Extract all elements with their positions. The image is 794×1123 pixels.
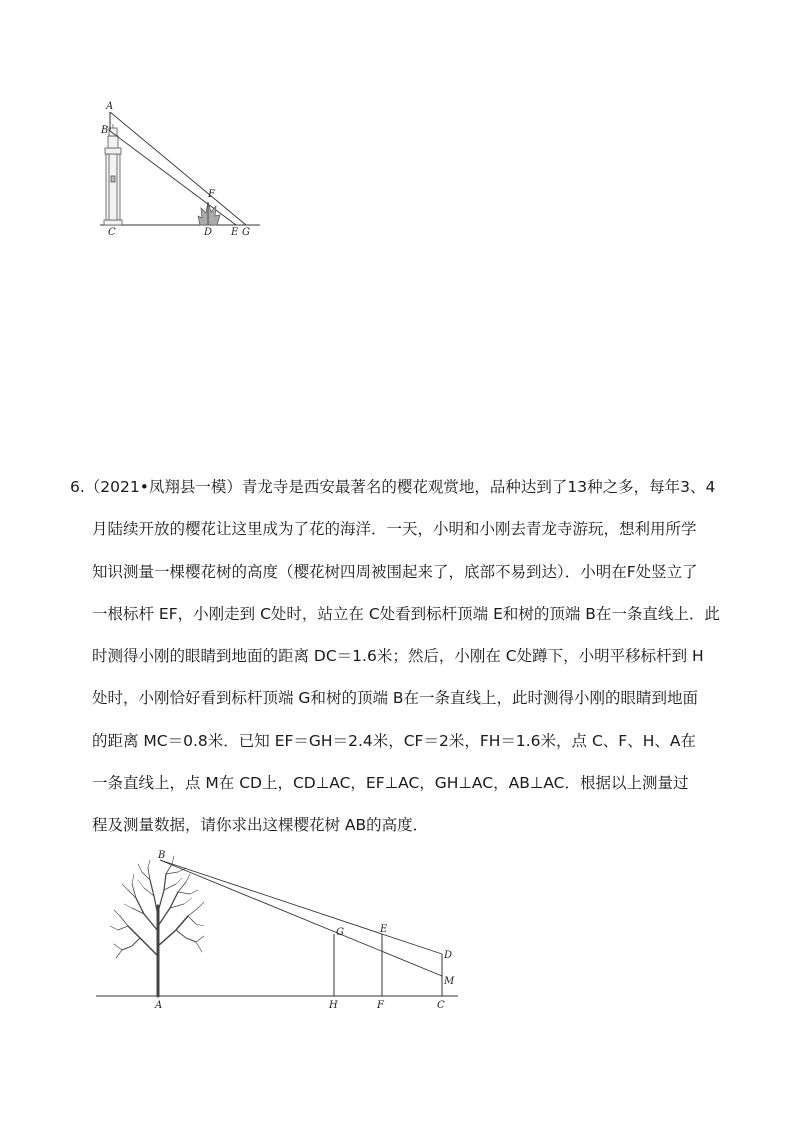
sightline-b-e — [110, 131, 236, 225]
label-F: F — [208, 189, 215, 200]
label-B: B — [158, 850, 166, 861]
label-H: H — [329, 1000, 338, 1011]
label-M: M — [444, 976, 455, 987]
sightline-b-m — [160, 860, 442, 976]
label-C: C — [437, 1000, 445, 1011]
label-C: C — [108, 227, 116, 238]
cherry-tree-drawing — [110, 856, 204, 996]
tower-drawing — [104, 124, 122, 225]
label-E: E — [380, 924, 388, 935]
label-F: F — [377, 1000, 384, 1011]
label-E: E — [231, 227, 239, 238]
problem-6 — [70, 466, 750, 847]
label-A: A — [155, 1000, 163, 1011]
problem-line-6: 处时，小刚恰好看到标杆顶端 G和树的顶端 B在一条直线上，此时测得小刚的眼睛到地面 — [92, 689, 699, 708]
label-A: A — [106, 101, 114, 112]
label-B: B — [101, 125, 109, 136]
problem-line-5: 时测得小刚的眼睛到地面的距离 DC＝1.6米；然后，小刚在 C处蹲下，小明平移标杆到 H — [92, 647, 704, 666]
tower-sightline-figure — [98, 98, 268, 238]
label-D: D — [204, 227, 213, 238]
problem-line-7: 的距离 MC＝0.8米．已知 EF＝GH＝2.4米，CF＝2米，FH＝1.6米，点 C、F、H、A在 — [92, 731, 696, 750]
sightline-b-d — [160, 860, 442, 954]
problem-line-1: 6.（2021•凤翔县一模）青龙寺是西安最著名的樱花观赏地，品种达到了13种之多，每年3、4 — [70, 478, 716, 496]
cherry-tree-figure — [92, 846, 472, 1016]
problem-line-9: 程及测量数据，请你求出这棵樱花树 AB的高度． — [92, 816, 429, 835]
label-G: G — [242, 227, 250, 238]
sightline-a-g — [110, 112, 246, 225]
problem-line-2: 月陆续开放的樱花让这里成为了花的海洋．一天，小明和小刚去青龙寺游玩，想利用所学 — [92, 520, 697, 539]
problem-line-3: 知识测量一棵樱花树的高度（樱花树四周被围起来了，底部不易到达）．小明在F处竖立了 — [92, 562, 698, 581]
problem-line-8: 一条直线上，点 M在 CD上，CD⊥AC，EF⊥AC，GH⊥AC，AB⊥AC．根据以上测量过 — [92, 774, 689, 793]
label-G: G — [336, 927, 344, 938]
problem-line-4: 一根标杆 EF，小刚走到 C处时，站立在 C处看到标杆顶端 E和树的顶端 B在一条直线上．此 — [92, 604, 720, 623]
label-D: D — [444, 950, 453, 961]
bush-drawing — [198, 202, 220, 225]
